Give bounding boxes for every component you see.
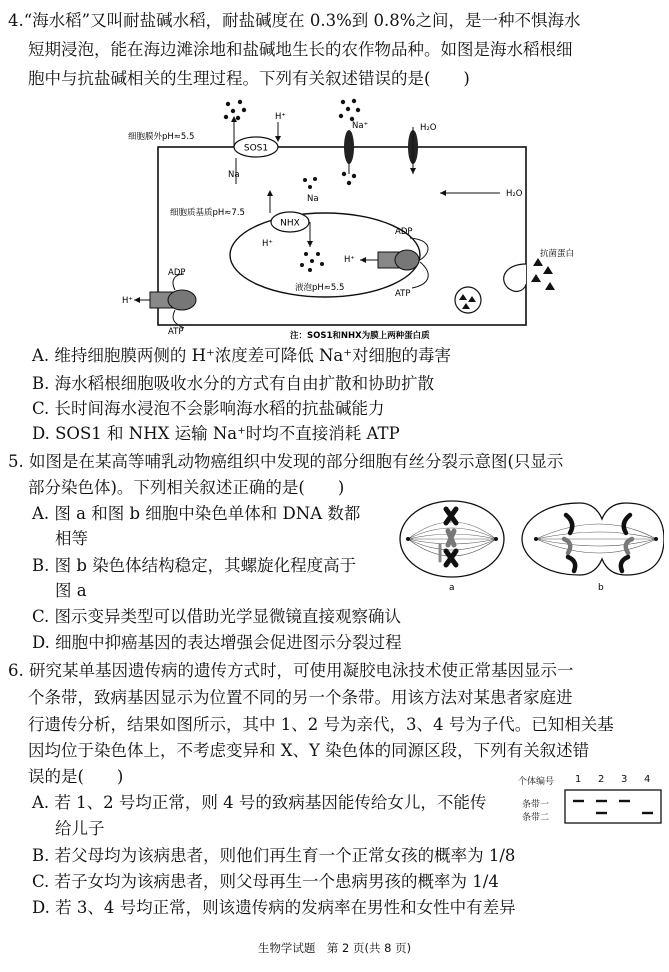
q6-line-2: 个条带，致病基因显示为位置不同的另一个条带。用该方法对某患者家庭进 bbox=[28, 688, 573, 707]
h2o-label-2: H₂O bbox=[506, 189, 523, 199]
q5-line-1: 5. 如图是在某高等哺乳动物癌组织中发现的部分细胞有丝分裂示意图(只显示 bbox=[8, 452, 564, 471]
gel-band-2-label: 条带二 bbox=[522, 813, 550, 823]
na-dots-outside-2 bbox=[339, 99, 360, 121]
q4-option-a: A. 维持细胞膜两侧的 H⁺浓度差可降低 Na⁺对细胞的毒害 bbox=[32, 346, 451, 365]
figure-note: 注：SOS1和NHX为膜上两种蛋白质 bbox=[290, 331, 430, 341]
gel-number-2: 2 bbox=[598, 774, 605, 785]
q5-mitosis-diagram bbox=[394, 495, 664, 595]
q5-option-b-cont: 图 a bbox=[55, 581, 87, 600]
sos1-na-label: Na bbox=[228, 170, 240, 180]
q4-line-3: 胞中与抗盐碱相关的生理过程。下列有关叙述错误的是( ) bbox=[28, 69, 470, 88]
na-dots-vacuole bbox=[300, 252, 324, 272]
outer-ph-label: 细胞膜外pH≈5.5 bbox=[128, 132, 195, 142]
gel-bands bbox=[573, 801, 653, 813]
na-dots-outside-1 bbox=[224, 100, 246, 120]
vac-atp-label: ATP bbox=[395, 289, 411, 299]
gel-number-4: 4 bbox=[644, 774, 651, 785]
na-inside-label: Na bbox=[307, 194, 319, 204]
sos1-label: SOS1 bbox=[243, 143, 269, 154]
q4-line-2: 短期浸泡，能在海边滩涂地和盐碱地生长的农作物品种。如图是海水稻根细 bbox=[28, 40, 573, 59]
fig-label-b: b bbox=[598, 583, 604, 593]
antibacterial-triangles bbox=[531, 258, 555, 290]
fig-label-a: a bbox=[449, 583, 455, 593]
protein-vesicle bbox=[455, 287, 481, 313]
q5-option-b: B. 图 b 染色体结构稳定，其螺旋化程度高于 bbox=[32, 556, 357, 575]
sos1-h-label: H⁺ bbox=[275, 112, 286, 122]
gel-box bbox=[564, 789, 664, 825]
vac-adp-label: ADP bbox=[395, 227, 413, 237]
q4-option-c: C. 长时间海水浸泡不会影响海水稻的抗盐碱能力 bbox=[32, 399, 385, 418]
q4-line-1: 4.“海水稻”又叫耐盐碱水稻，耐盐碱度在 0.3%到 0.8%之间，是一种不惧海水 bbox=[8, 11, 581, 30]
vac-h-label: H⁺ bbox=[344, 255, 355, 265]
q5-option-d: D. 细胞中抑癌基因的表达增强会促进图示分裂过程 bbox=[32, 633, 402, 652]
q5-option-a-cont: 相等 bbox=[55, 529, 88, 548]
q6-line-3: 行遗传分析，结果如图所示，其中 1、2 号为亲代，3、4 号为子代。已知相关基 bbox=[28, 715, 614, 734]
h2o-label-1: H₂O bbox=[420, 123, 437, 133]
q6-option-d: D. 若 3、4 号均正常，则该遗传病的发病率在男性和女性中有差异 bbox=[32, 898, 516, 917]
chromosomes-a bbox=[440, 509, 456, 565]
chromosomes-b bbox=[564, 515, 632, 571]
q6-line-1: 6. 研究某单基因遗传病的遗传方式时，可使用凝胶电泳技术使正常基因显示一 bbox=[8, 661, 574, 680]
gel-header: 个体编号 bbox=[518, 777, 555, 787]
na-dots-inside-2 bbox=[303, 177, 317, 189]
nhx-h-label: H⁺ bbox=[262, 239, 273, 249]
mem-adp-label: ADP bbox=[168, 268, 186, 278]
q4-option-d: D. SOS1 和 NHX 运输 Na⁺时均不直接消耗 ATP bbox=[32, 424, 400, 443]
q6-line-5: 误的是( ) bbox=[28, 767, 124, 786]
q6-line-4: 因均位于染色体上，不考虑变异和 X、Y 染色体的同源区段，下列有关叙述错 bbox=[28, 741, 590, 760]
exocytosis-vesicle bbox=[504, 264, 526, 291]
q4-cell-diagram bbox=[0, 92, 669, 342]
nhx-label: NHX bbox=[280, 218, 300, 229]
gel-number-3: 3 bbox=[621, 774, 628, 785]
antibacterial-label: 抗菌蛋白 bbox=[540, 249, 575, 259]
q6-option-a: A. 若 1、2 号均正常，则 4 号的致病基因能传给女儿，不能传 bbox=[32, 793, 487, 812]
vacuole-ph-label: 液泡pH≈5.5 bbox=[295, 283, 345, 293]
q6-option-c: C. 若子女均为该病患者，则父母再生一个患病男孩的概率为 1/4 bbox=[32, 872, 499, 891]
mem-atp-label: ATP bbox=[168, 327, 184, 337]
na-channel bbox=[344, 130, 354, 164]
q6-option-b: B. 若父母均为该病患者，则他们再生育一个正常女孩的概率为 1/8 bbox=[32, 846, 516, 865]
q6-option-a-cont: 给儿子 bbox=[55, 819, 105, 838]
q5-option-c: C. 图示变异类型可以借助光学显微镜直接观察确认 bbox=[32, 607, 402, 626]
gel-band-1-label: 条带一 bbox=[522, 800, 550, 810]
q5-option-a: A. 图 a 和图 b 细胞中染色单体和 DNA 数都 bbox=[32, 504, 361, 523]
mem-h-label: H⁺ bbox=[122, 296, 133, 306]
q5-line-2: 部分染色体)。下列相关叙述正确的是( ) bbox=[28, 478, 345, 497]
q4-option-b: B. 海水稻根细胞吸收水分的方式有自由扩散和协助扩散 bbox=[32, 374, 435, 393]
page-footer: 生物学试题 第 2 页(共 8 页) bbox=[257, 941, 412, 955]
na-plus-label: Na⁺ bbox=[352, 121, 369, 131]
inner-ph-label: 细胞质基质pH≈7.5 bbox=[170, 208, 245, 218]
gel-number-1: 1 bbox=[575, 774, 582, 785]
